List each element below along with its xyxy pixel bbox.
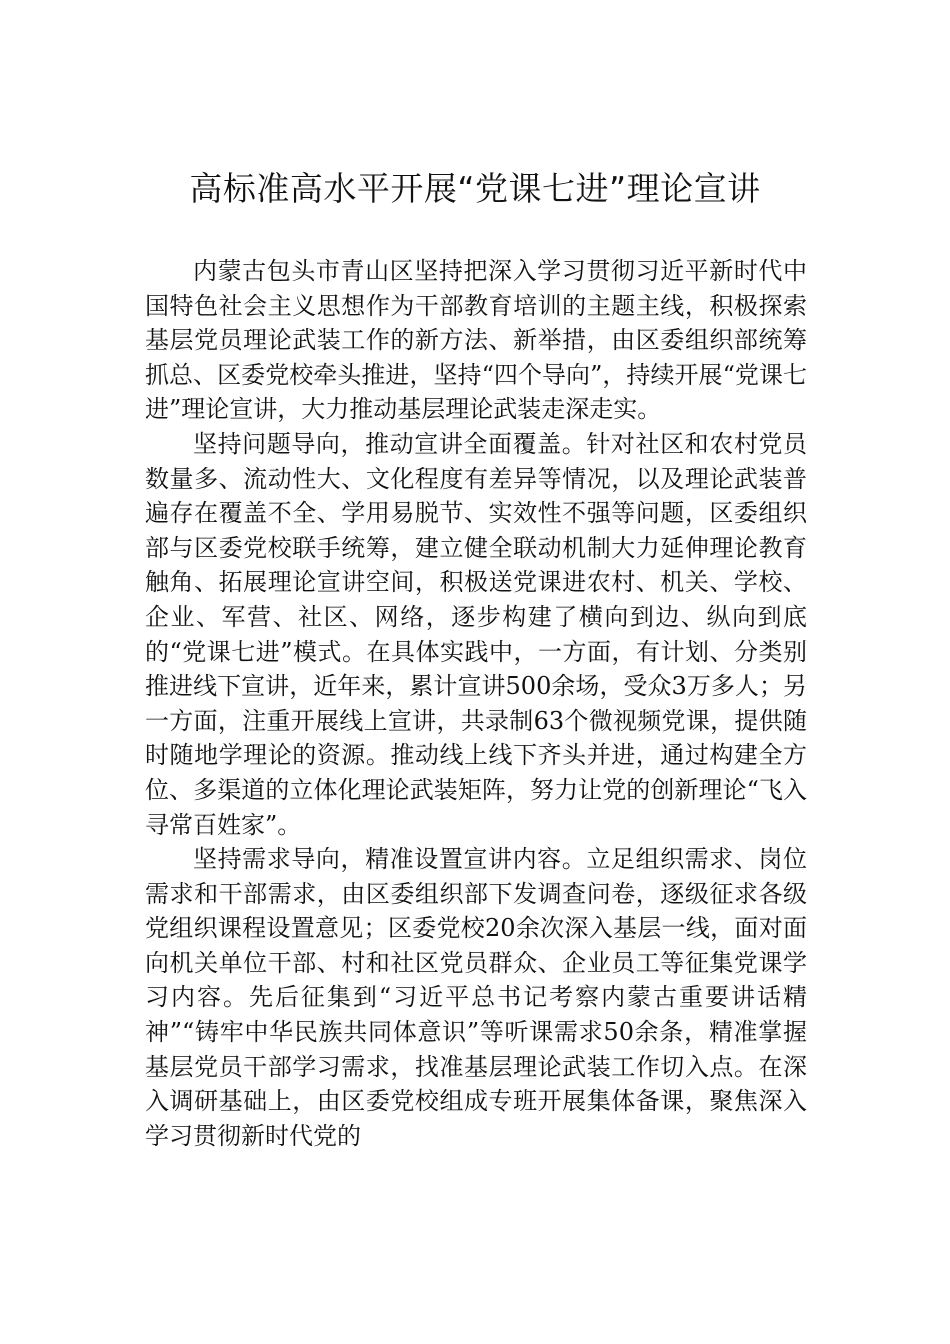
document-title: 高标准高水平开展“党课七进”理论宣讲 — [189, 169, 761, 208]
document-body — [145, 254, 807, 1153]
paragraph-demand-oriented: 坚持需求导向，精准设置宣讲内容。立足组织需求、岗位需求和干部需求，由区委组织部下发调查问卷，逐级征求各级党组织课程设置意见；区委党校20余次深入基层一线，面对面向机关单位干部、村和社区党员群众、企业员工等征集党课学习内容。先后征集到“习近平总书记考察内蒙古重要讲话精神”“铸牢中华民族共同体意识”等听课需求50余条，精准掌握基层党员干部学习需求，找准基层理论武装工作切入点。在深入调研基础上，由区委党校组成专班开展集体备课，聚焦深入学习贯彻新时代党的 — [145, 845, 807, 1150]
paragraph-problem-oriented: 坚持问题导向，推动宣讲全面覆盖。针对社区和农村党员数量多、流动性大、文化程度有差异等情况，以及理论武装普遍存在覆盖不全、学用易脱节、实效性不强等问题，区委组织部与区委党校联手统筹，建立健全联动机制大力延伸理论教育触角、拓展理论宣讲空间，积极送党课进农村、机关、学校、企业、军营、社区、网络，逐步构建了横向到边、纵向到底的“党课七进”模式。在具体实践中，一方面，有计划、分类别推进线下宣讲，近年来，累计宣讲500余场，受众3万多人；另一方面，注重开展线上宣讲，共录制63个微视频党课，提供随时随地学理论的资源。推动线上线下齐头并进，通过构建全方位、多渠道的立体化理论武装矩阵，努力让党的创新理论“飞入寻常百姓家”。 — [145, 429, 807, 839]
paragraph-intro: 内蒙古包头市青山区坚持把深入学习贯彻习近平新时代中国特色社会主义思想作为干部教育培训的主题主线，积极探索基层党员理论武装工作的新方法、新举措，由区委组织部统筹抓总、区委党校牵头推进，坚持“四个导向”，持续开展“党课七进”理论宣讲，大力推动基层理论武装走深走实。 — [145, 257, 807, 424]
